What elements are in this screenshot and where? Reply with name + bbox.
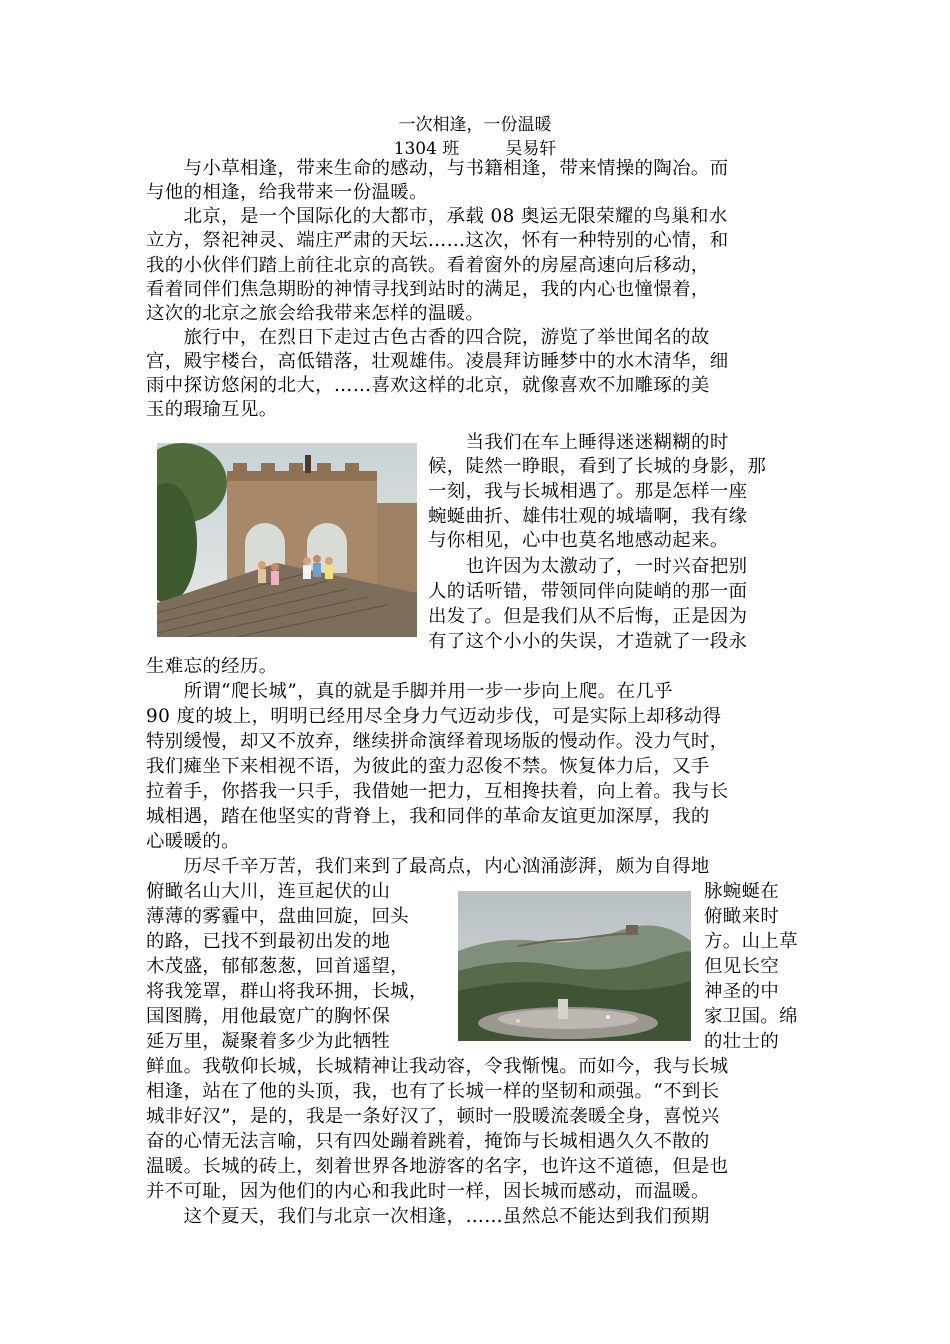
- text-line: 这个夏天，我们与北京一次相逢，……虽然总不能达到我们预期: [146, 1206, 710, 1227]
- text-line: 温暖。长城的砖上，刻着世界各地游客的名字，也许这不道德，但是也: [146, 1156, 729, 1177]
- text-line-left: 将我笼罩，群山将我环拥，长城，: [146, 981, 428, 1002]
- text-line-left: 俯瞰名山大川，连亘起伏的山: [146, 881, 391, 902]
- text-line: 我们瘫坐下来相视不语，为彼此的蛮力忍俊不禁。恢复体力后，又手: [146, 756, 710, 777]
- text-line: 玉的瑕瑜互见。: [146, 399, 278, 420]
- text-line: 所谓“爬长城”，真的就是手脚并用一步一步向上爬。在几乎: [146, 681, 673, 702]
- text-line: 相逢，站在了他的头顶，我，也有了长城一样的坚韧和顽强。“不到长: [146, 1081, 720, 1102]
- text-line-left: 薄薄的雾霾中，盘曲回旋，回头: [146, 906, 410, 927]
- text-line: 与他的相逢，给我带来一份温暖。: [146, 182, 428, 203]
- text-line: 雨中探访悠闲的北大，……喜欢这样的北京，就像喜欢不加雕琢的美: [146, 375, 710, 396]
- text-line: 有了这个小小的失误，才造就了一段永: [428, 631, 748, 652]
- text-line: 与你相见，心中也莫名地感动起来。: [428, 530, 729, 551]
- text-line-right: 家卫国。绵: [704, 1006, 798, 1027]
- text-line: 特别缓慢，却又不放弃，继续拼命演绎着现场版的慢动作。没力气时，: [146, 731, 729, 752]
- text-line: 城相遇，踏在他坚实的背脊上，我和同伴的革命友谊更加深厚，我的: [146, 806, 710, 827]
- text-line-right: 方。山上草: [704, 931, 798, 952]
- essay-title: 一次相逢，一份温暖: [398, 115, 552, 135]
- text-line: 旅行中，在烈日下走过古色古香的四合院，游览了举世闻名的故: [146, 327, 710, 348]
- text-line: 鲜血。我敬仰长城，长城精神让我动容，令我惭愧。而如今，我与长城: [146, 1056, 729, 1077]
- text-line-right: 但见长空: [704, 956, 780, 977]
- text-line-left: 的路，已找不到最初出发的地: [146, 931, 391, 952]
- text-line-right: 的壮士的: [704, 1031, 780, 1052]
- great-wall-stairs-photo: [157, 443, 417, 637]
- text-line: 拉着手，你搭我一只手，我借她一把力，互相搀扶着，向上着。我与长: [146, 781, 729, 802]
- text-line-right: 神圣的中: [704, 981, 780, 1002]
- text-line-left: 木茂盛，郁郁葱葱，回首遥望，: [146, 956, 410, 977]
- text-line: 也许因为太激动了，一时兴奋把别: [428, 556, 748, 577]
- author-name: 吴易轩: [505, 139, 557, 159]
- text-line: 我的小伙伴们踏上前往北京的高铁。看着窗外的房屋高速向后移动，: [146, 255, 710, 276]
- text-line: 与小草相逢，带来生命的感动，与书籍相逢，带来情操的陶冶。而: [146, 158, 729, 179]
- text-line: 看着同伴们焦急期盼的神情寻找到站时的满足，我的内心也憧憬着，: [146, 279, 710, 300]
- text-line-left: 延万里，凝聚着多少为此牺牲: [146, 1031, 391, 1052]
- text-line: 立方，祭祀神灵、端庄严肃的天坛……这次，怀有一种特别的心情，和: [146, 230, 729, 251]
- text-line: 城非好汉”，是的，我是一条好汉了，顿时一股暖流袭暖全身，喜悦兴: [146, 1106, 720, 1127]
- text-line: 人的话听错，带领同伴向陡峭的那一面: [428, 581, 748, 602]
- text-line: 当我们在车上睡得迷迷糊糊的时: [428, 432, 729, 453]
- text-line: 历尽千辛万苦，我们来到了最高点，内心汹涌澎湃，颇为自得地: [146, 856, 710, 877]
- text-line: 90 度的坡上，明明已经用尽全身力气迈动步伐，可是实际上却移动得: [146, 706, 722, 727]
- text-line: 北京，是一个国际化的大都市，承载 08 奥运无限荣耀的鸟巢和水: [146, 206, 728, 227]
- text-line: 奋的心情无法言喻，只有四处蹦着跳着，掩饰与长城相遇久久不散的: [146, 1131, 710, 1152]
- text-line-right: 俯瞰来时: [704, 906, 780, 927]
- text-line: 出发了。但是我们从不后悔，正是因为: [428, 606, 748, 627]
- text-line: 并不可耻，因为他们的内心和我此时一样，因长城而感动，而温暖。: [146, 1181, 710, 1202]
- text-line-left: 国图腾，用他最宽广的胸怀保: [146, 1006, 391, 1027]
- mountain-summit-photo: [458, 891, 691, 1041]
- text-line: 宫，殿宇楼台，高低错落，壮观雄伟。凌晨拜访睡梦中的水木清华，细: [146, 351, 729, 372]
- text-line: 一刻，我与长城相遇了。那是怎样一座: [428, 481, 748, 502]
- text-line: 候，陡然一睁眼，看到了长城的身影，那: [428, 456, 767, 477]
- author-line: [0, 134, 950, 159]
- class-label: 1304 班: [393, 139, 460, 159]
- text-line: 生难忘的经历。: [146, 656, 278, 677]
- text-line: 蜿蜒曲折、雄伟壮观的城墙啊，我有缘: [428, 506, 748, 527]
- text-line-right: 脉蜿蜒在: [704, 881, 780, 902]
- text-line: 这次的北京之旅会给我带来怎样的温暖。: [146, 303, 485, 324]
- text-line: 心暖暖的。: [146, 831, 240, 852]
